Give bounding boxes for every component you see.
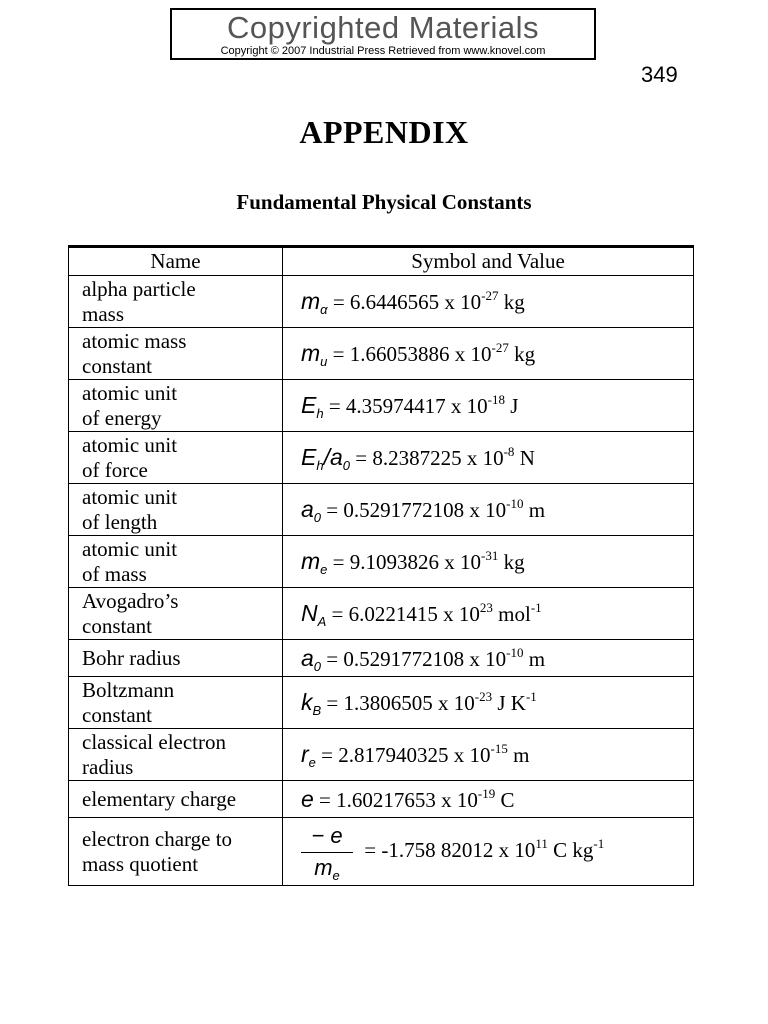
value-exponent: -8 [503,444,515,459]
value-mantissa: = 6.0221415 x 10 [326,602,480,626]
symbol-divisor: /a [323,444,343,470]
constant-name-line: constant [82,613,152,638]
table-row [69,588,694,640]
constant-name [69,484,283,536]
fraction-denominator [301,854,353,883]
symbol: a [301,496,314,522]
fraction-denominator-subscript: e [332,867,340,883]
table-row [69,536,694,588]
constant-value [283,781,694,818]
symbol-subscript: 0 [313,658,322,674]
constant-value [283,484,694,536]
symbol: a [301,644,314,671]
value-unit: m [523,646,546,671]
constant-name-line: constant [82,702,152,727]
constant-name [69,588,283,640]
value-exponent: -27 [481,288,499,303]
table-row [69,818,694,886]
constant-name [69,677,283,729]
value-mantissa: = 1.3806505 x 10 [321,691,475,715]
value-mantissa: = 9.1093826 x 10 [327,550,481,574]
symbol: m [301,288,321,314]
value-unit: m [523,498,546,522]
value-mantissa: = 8.2387225 x 10 [350,446,504,470]
value-unit: C kg [547,837,594,862]
table-row [69,781,694,818]
constant-value [283,432,694,484]
value-exponent: 23 [479,600,493,615]
fraction-bar [301,852,353,853]
table-row [69,640,694,677]
symbol-subscript: h [316,458,324,473]
symbol-subscript: u [320,354,328,369]
constant-name-line: mass [82,301,124,326]
symbol: e [301,785,314,812]
symbol: E [301,444,317,470]
value-exponent: -23 [474,689,493,704]
constant-name-line: atomic unit [82,536,178,561]
value-exponent: -19 [477,785,496,801]
constant-name-line: of energy [82,405,162,430]
stamp-title: Copyrighted Materials [226,10,540,45]
value-exponent: -15 [490,741,508,756]
fraction [301,822,353,883]
symbol: m [301,340,321,366]
constant-name [69,328,283,380]
value-unit-exponent: -1 [525,689,537,704]
value-mantissa: = -1.758 82012 x 10 [359,837,536,862]
value-exponent: -10 [506,644,524,660]
value-unit: J K [492,691,526,715]
value-unit-exponent: -1 [593,835,605,851]
table-row [69,380,694,432]
symbol-subscript: e [308,755,316,770]
symbol: E [301,392,317,418]
value-unit: C [495,787,515,812]
value-mantissa: = 1.60217653 x 10 [313,787,478,812]
constant-name-line: Boltzmann [82,677,175,702]
constant-name-line: of mass [82,561,147,586]
constant-value [283,818,694,886]
header-symbol-value: Symbol and Value [283,247,694,276]
value-mantissa: = 1.66053886 x 10 [327,342,492,366]
constant-name-line: alpha particle [82,276,196,301]
value-mantissa: = 0.5291772108 x 10 [321,498,507,522]
constant-name [69,818,283,886]
constant-value [283,276,694,328]
constant-name-line: classical electron [82,729,227,754]
constants-table [68,245,694,886]
value-unit: kg [498,290,525,314]
constant-name-line: radius [82,754,134,779]
constant-name-line: atomic unit [82,484,178,509]
constant-value [283,328,694,380]
symbol-divisor-subscript: 0 [342,458,350,473]
constant-name [69,781,283,818]
constant-name-line: mass quotient [82,851,199,876]
stamp-notice: Copyright © 2007 Industrial Press Retrieved from www.knovel.com [220,45,546,57]
symbol-subscript: B [312,703,322,718]
page-number: 349 [641,62,678,87]
constant-name-line: atomic unit [82,380,178,405]
table-row [69,484,694,536]
symbol-subscript: h [316,406,324,421]
table-row [69,729,694,781]
value-unit: J [505,394,519,418]
constant-name-line: Avogadro’s [82,588,179,613]
symbol: m [301,548,321,574]
symbol-subscript: e [320,562,328,577]
constant-value [283,536,694,588]
page-title: APPENDIX [299,114,469,150]
value-mantissa: = 4.35974417 x 10 [323,394,488,418]
constant-name [69,380,283,432]
constant-value [283,729,694,781]
value-unit: mol [492,602,531,626]
value-exponent: -10 [506,496,524,511]
constant-value [283,677,694,729]
section-title: Fundamental Physical Constants [236,190,532,214]
table-row [69,328,694,380]
constant-name [69,640,283,677]
symbol: r [301,741,309,767]
symbol-subscript: 0 [313,510,322,525]
fraction-denominator-symbol: m [314,854,333,880]
constant-name [69,432,283,484]
constant-name [69,729,283,781]
constant-name-line: Bohr radius [82,645,181,670]
constant-name-line: of force [82,457,148,482]
symbol-subscript: α [320,302,328,317]
copyright-stamp [170,8,596,60]
constant-name-line: electron charge to [82,826,233,851]
constant-name-line: atomic unit [82,432,178,457]
value-mantissa: = 2.817940325 x 10 [315,743,491,767]
constant-name [69,536,283,588]
table-row [69,432,694,484]
header-name: Name [69,247,283,276]
value-exponent: -31 [481,548,499,563]
value-unit: kg [508,342,536,366]
constant-name-line: constant [82,353,152,378]
table-row [69,677,694,729]
constant-value [283,640,694,677]
symbol: N [301,600,318,626]
fraction-numerator: − e [311,822,343,848]
value-exponent: 11 [535,835,548,851]
value-exponent: -27 [491,340,509,355]
value-unit-exponent: -1 [530,600,542,615]
value-unit: m [507,743,530,767]
constant-value [283,588,694,640]
constant-value [283,380,694,432]
value-unit: N [514,446,535,470]
value-mantissa: = 0.5291772108 x 10 [321,646,507,671]
table-header-row [69,247,694,276]
constant-name-line: elementary charge [82,786,237,811]
value-exponent: -18 [487,392,506,407]
symbol: k [301,689,313,715]
table-row [69,276,694,328]
constant-name-line: atomic mass [82,328,187,353]
value-unit: kg [498,550,525,574]
constant-name [69,276,283,328]
constant-name-line: of length [82,509,158,534]
value-mantissa: = 6.6446565 x 10 [327,290,482,314]
symbol-subscript: A [317,614,327,629]
